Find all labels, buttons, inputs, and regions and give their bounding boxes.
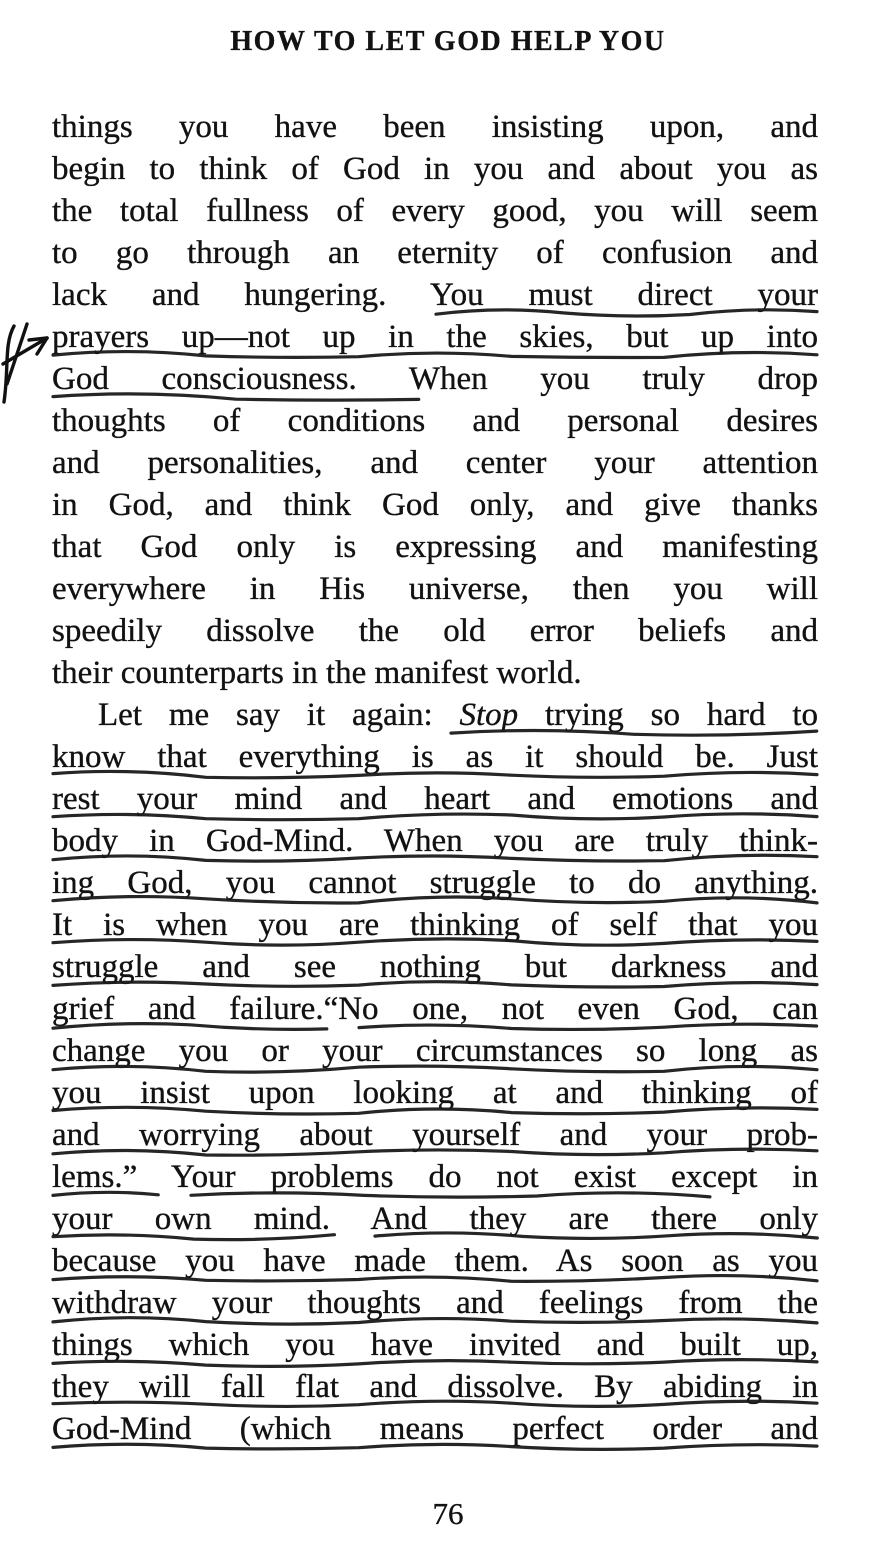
text-line (52, 1366, 818, 1408)
line-text: your own mind. And they are there only (52, 1201, 818, 1237)
line-text-italic: Stop (459, 697, 519, 733)
line-text: thoughts of conditions and personal desires (52, 403, 818, 439)
line-text: you insist upon looking at and thinking of (52, 1075, 818, 1111)
text-line (52, 1282, 818, 1324)
line-text: struggle and see nothing but darkness and (52, 949, 818, 985)
text-line (52, 442, 818, 484)
text-line (52, 862, 818, 904)
text-line (52, 1030, 818, 1072)
body-text (52, 106, 818, 1450)
text-line (52, 400, 818, 442)
line-text: they will fall flat and dissolve. By abiding in (52, 1369, 818, 1405)
margin-arrow-mark (0, 316, 50, 408)
text-line (52, 148, 818, 190)
text-line (52, 1156, 818, 1198)
text-line (52, 610, 818, 652)
line-text: body in God-Mind. When you are truly think- (52, 823, 818, 859)
text-line (52, 274, 818, 316)
line-text: things which you have invited and built up, (52, 1327, 818, 1363)
line-text: and personalities, and center your attention (52, 445, 818, 481)
line-text: begin to think of God in you and about you as (52, 151, 818, 187)
text-line (52, 316, 818, 358)
line-text: to go through an eternity of confusion and (52, 235, 818, 271)
line-text: change you or your circumstances so long as (52, 1033, 818, 1069)
text-line (52, 190, 818, 232)
text-line (52, 1408, 818, 1450)
line-text: prayers up—not up in the skies, but up into (52, 319, 818, 355)
text-line (52, 694, 818, 736)
line-text: It is when you are thinking of self that you (52, 907, 818, 943)
text-line (52, 484, 818, 526)
text-line (52, 1072, 818, 1114)
line-text: withdraw your thoughts and feelings from the (52, 1285, 818, 1321)
line-text: lems.” Your problems do not exist except in (52, 1159, 818, 1195)
text-line (52, 904, 818, 946)
line-text: and worrying about yourself and your prob- (52, 1117, 818, 1153)
line-text: God consciousness. When you truly drop (52, 361, 818, 397)
line-text: in God, and think God only, and give thanks (52, 487, 818, 523)
text-line (52, 358, 818, 400)
page-header-title: HOW TO LET GOD HELP YOU (230, 26, 666, 57)
text-line (52, 232, 818, 274)
line-text: the total fullness of every good, you will seem (52, 193, 818, 229)
line-text: that God only is expressing and manifesting (52, 529, 818, 565)
text-line (52, 526, 818, 568)
line-text: speedily dissolve the old error beliefs and (52, 613, 818, 649)
line-text: lack and hungering. You must direct your (52, 277, 818, 313)
text-line (52, 1198, 818, 1240)
line-text: ing God, you cannot struggle to do anything. (52, 865, 818, 901)
text-line (52, 820, 818, 862)
line-text: trying so hard to (518, 697, 818, 733)
line-text: everywhere in His universe, then you will (52, 571, 818, 607)
line-text: because you have made them. As soon as you (52, 1243, 818, 1279)
line-text: things you have been insisting upon, and (52, 109, 818, 145)
text-line (52, 988, 818, 1030)
line-text: Let me say it again: (98, 697, 460, 733)
text-line (52, 652, 818, 694)
line-text: their counterparts in the manifest world. (52, 655, 582, 691)
text-line (52, 568, 818, 610)
text-line (52, 946, 818, 988)
line-text: grief and failure.“No one, not even God, can (52, 991, 818, 1027)
text-line (52, 1240, 818, 1282)
line-text: rest your mind and heart and emotions and (52, 781, 818, 817)
text-line (52, 1324, 818, 1366)
page-number: 76 (432, 1496, 464, 1531)
text-line (52, 778, 818, 820)
line-text: know that everything is as it should be. Just (52, 739, 818, 775)
text-line (52, 736, 818, 778)
line-text: God-Mind (which means perfect order and (52, 1411, 818, 1447)
text-line (52, 106, 818, 148)
text-line (52, 1114, 818, 1156)
